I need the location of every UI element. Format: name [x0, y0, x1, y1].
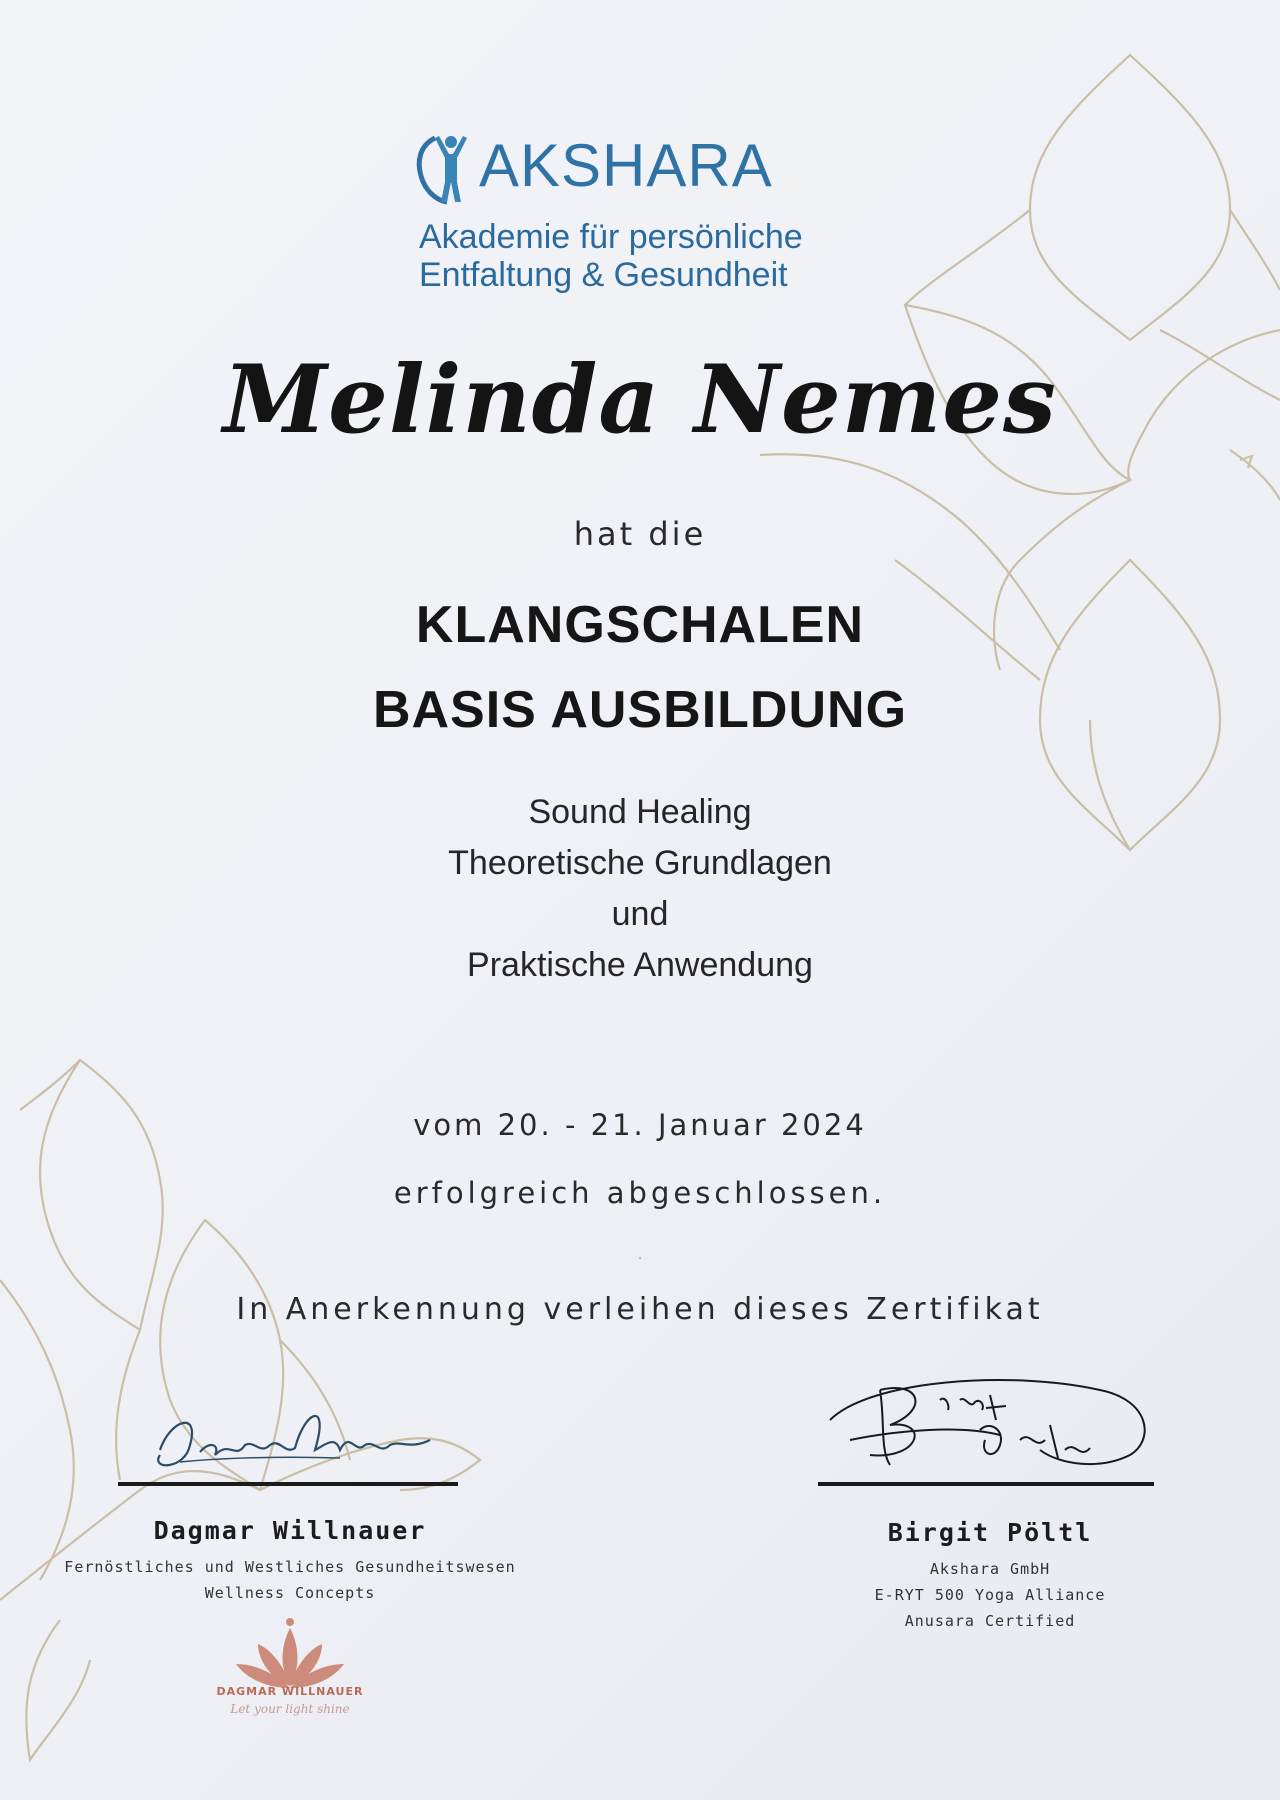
yoga-figure-icon: [415, 132, 477, 206]
description-line: Sound Healing: [528, 793, 752, 831]
signer-name-right: Birgit Pöltl: [887, 1518, 1093, 1547]
signer-role: Wellness Concepts: [204, 1584, 376, 1602]
signer-role: E-RYT 500 Yoga Alliance: [874, 1586, 1106, 1604]
signer-role: Fernöstliches und Westliches Gesundheitswesen: [64, 1558, 516, 1576]
signer-roles-right: [760, 1556, 1220, 1634]
description-line: und: [611, 895, 669, 933]
signer-role: Akshara GmbH: [929, 1560, 1051, 1578]
course-description: [0, 787, 1280, 991]
recognition-text: In Anerkennung verleihen dieses Zertifikat: [236, 1292, 1044, 1327]
separator-dot: .: [638, 1248, 642, 1262]
intro-text: hat die: [573, 515, 707, 553]
recipient-name: Melinda Nemes: [223, 345, 1057, 455]
signer-name-left: Dagmar Willnauer: [153, 1516, 427, 1545]
logo-tagline-line2: Entfaltung & Gesundheit: [419, 256, 788, 294]
brand-tagline: Let your light shine: [230, 1702, 350, 1716]
signature-line-left: [118, 1482, 458, 1486]
description-line: Praktische Anwendung: [467, 946, 813, 984]
completion-text: erfolgreich abgeschlossen.: [393, 1176, 887, 1210]
brand-name: DAGMAR WILLNAUER: [216, 1685, 364, 1698]
signature-birgit-poeltl: [810, 1370, 1170, 1480]
logo-tagline: [419, 218, 879, 294]
course-title-line2: BASIS AUSBILDUNG: [372, 681, 908, 739]
signer-role: Anusara Certified: [904, 1612, 1076, 1630]
akshara-logo: [415, 130, 875, 300]
logo-wordmark: AKSHARA: [479, 132, 773, 199]
signature-line-right: [818, 1482, 1154, 1486]
description-line: Theoretische Grundlagen: [448, 844, 832, 882]
signature-dagmar-willnauer: [140, 1400, 440, 1480]
signer-roles-left: [0, 1554, 580, 1606]
course-date: vom 20. - 21. Januar 2024: [413, 1108, 867, 1142]
course-title-line1: KLANGSCHALEN: [415, 596, 865, 654]
logo-tagline-line1: Akademie für persönliche: [419, 218, 803, 256]
